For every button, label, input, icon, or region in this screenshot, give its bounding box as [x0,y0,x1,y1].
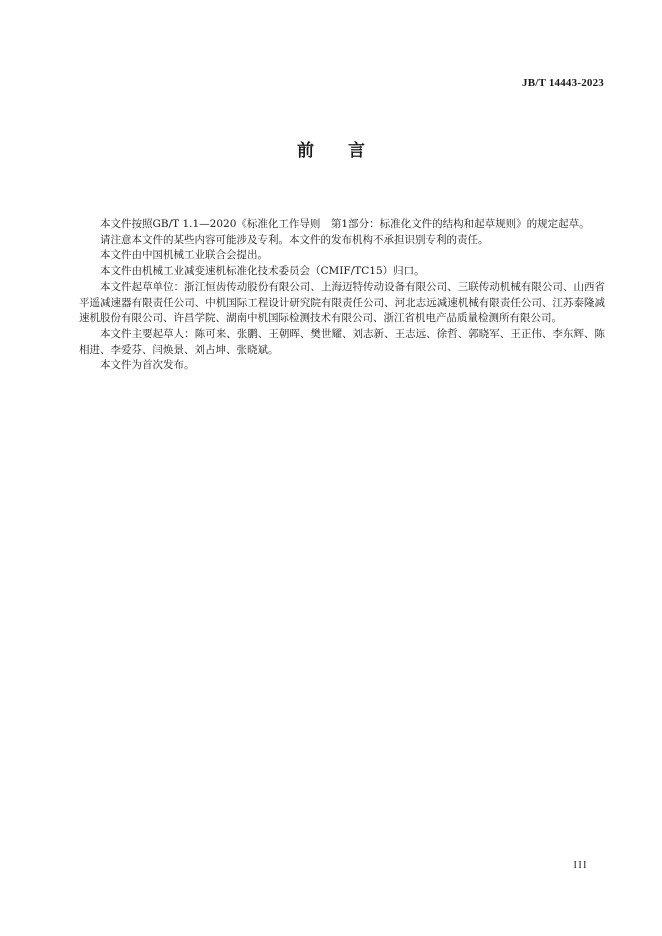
paragraph-drafters: 本文件主要起草人：陈可来、张鹏、王朝晖、樊世耀、刘志新、王志远、徐哲、郭晓军、王正伟、李东辉、陈相进、李爱芬、闫焕景、刘占坤、张晓斌。 [79,327,605,356]
paragraph-drafting-rules: 本文件按照GB/T 1.1—2020《标准化工作导则 第1部分：标准化文件的结构和起草规则》的规定起草。 [100,218,590,230]
paragraph-patent-notice: 请注意本文件的某些内容可能涉及专利。本文件的发布机构不承担识别专利的责任。 [100,233,489,246]
paragraph-first-release: 本文件为首次发布。 [100,359,195,372]
foreword-body [79,217,605,374]
page-number: III [573,860,588,871]
paragraph-technical-committee: 本文件由机械工业减变速机标准化技术委员会（CMIF/TC15）归口。 [100,265,425,278]
paragraph-drafting-units: 本文件起草单位：浙江恒齿传动股份有限公司、上海迈特传动设备有限公司、三联传动机械有限公司、山西省平遥减速器有限责任公司、中机国际工程设计研究院有限责任公司、河北志远减速机械有限责任公司、江苏泰隆减速机股份有限公司、许昌学院、湖南中机国际检测技术有限公司、浙江省机电产品质量检测所有限公司。 [79,280,605,325]
document-code: JB/T 14443-2023 [522,77,604,89]
page-title: 前言 [297,141,399,161]
paragraph-proposer: 本文件由中国机械工业联合会提出。 [100,249,268,262]
